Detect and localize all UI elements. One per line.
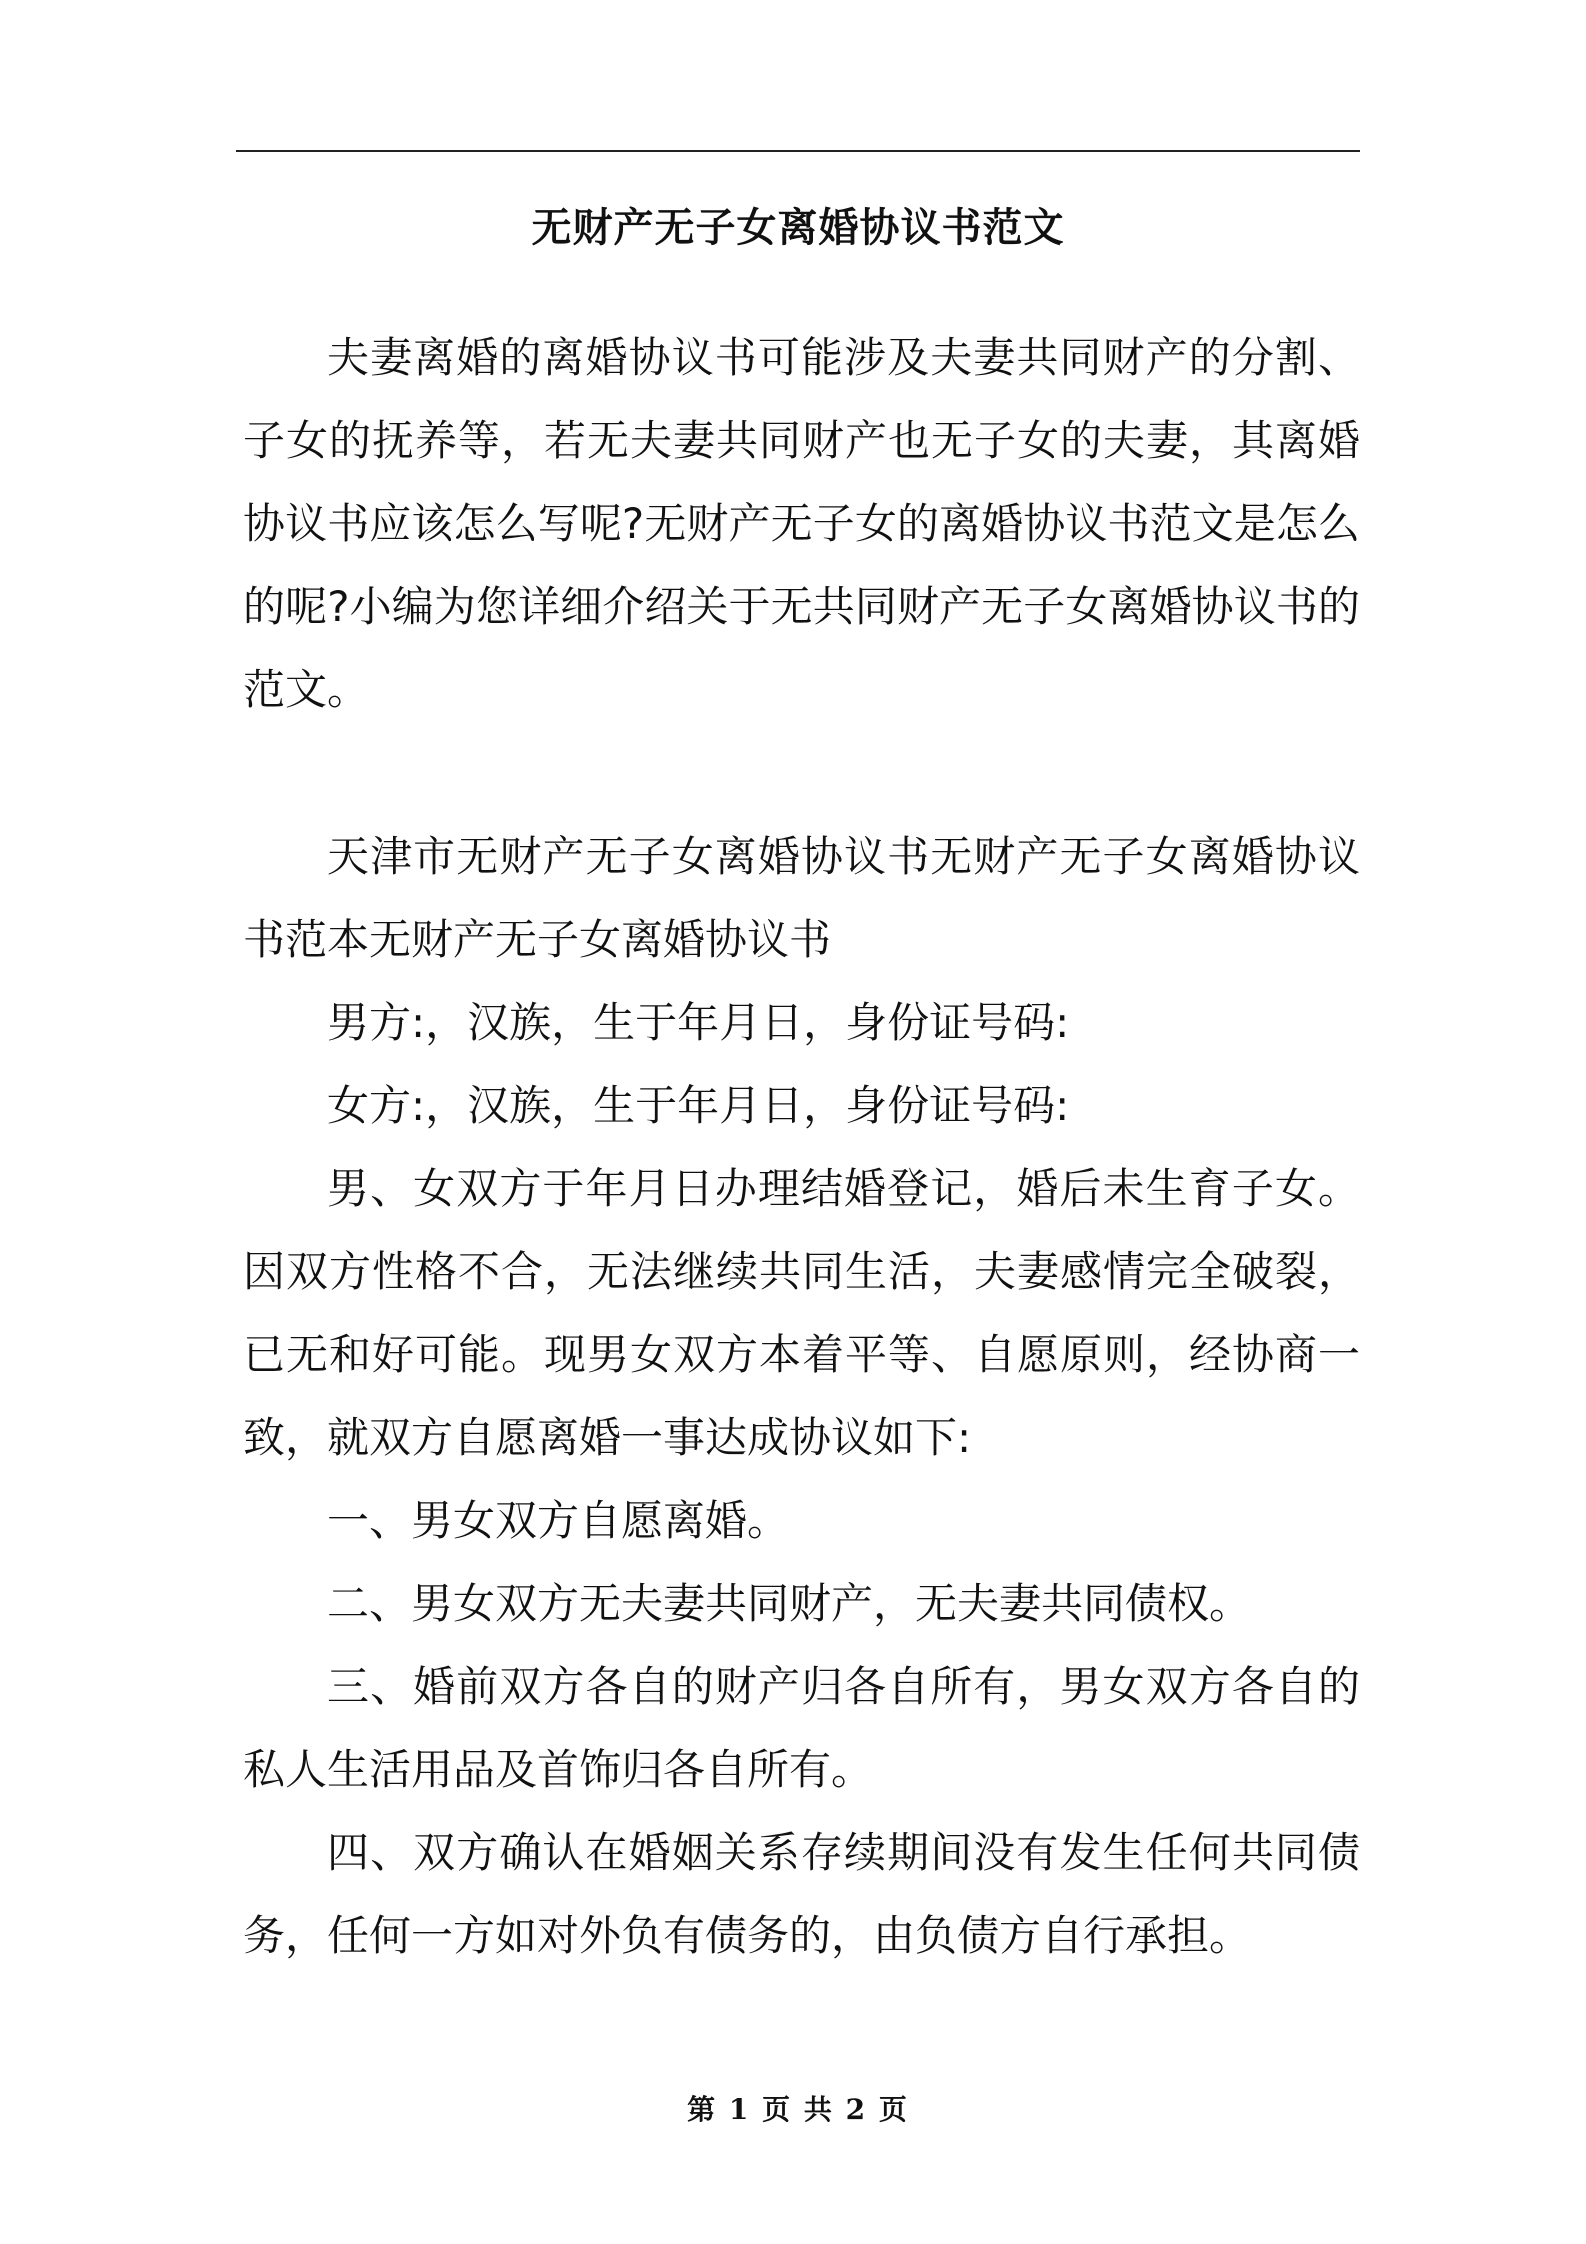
header-rule xyxy=(236,150,1360,152)
background-paragraph: 男、女双方于年月日办理结婚登记，婚后未生育子女。因双方性格不合，无法继续共同生活，夫妻感情完全破裂，已无和好可能。现男女双方本着平等、自愿原则，经协商一致，就双方自愿离婚一事达成协议如下: xyxy=(243,1164,1360,1462)
clause-3: 三、婚前双方各自的财产归各自所有，男女双方各自的私人生活用品及首饰归各自所有。 xyxy=(243,1662,1360,1794)
agreement-heading-paragraph: 天津市无财产无子女离婚协议书无财产无子女离婚协议书范本无财产无子女离婚协议书 xyxy=(243,832,1360,964)
clause-2: 二、男女双方无夫妻共同财产，无夫妻共同债权。 xyxy=(327,1579,1252,1628)
document-title: 无财产无子女离婚协议书范文 xyxy=(531,205,1065,251)
male-party-line: 男方:，汉族，生于年月日，身份证号码: xyxy=(327,998,1070,1047)
clause-1: 一、男女双方自愿离婚。 xyxy=(327,1496,790,1545)
intro-paragraph: 夫妻离婚的离婚协议书可能涉及夫妻共同财产的分割、子女的抚养等，若无夫妻共同财产也无子女的夫妻，其离婚协议书应该怎么写呢?无财产无子女的离婚协议书范文是怎么的呢?小编为您详细介绍关于无共同财产无子女离婚协议书的范文。 xyxy=(243,333,1360,714)
page-number-footer: 第 1 页 共 2 页 xyxy=(687,2093,909,2126)
female-party-line: 女方:，汉族，生于年月日，身份证号码: xyxy=(327,1081,1070,1130)
clause-4: 四、双方确认在婚姻关系存续期间没有发生任何共同债务，任何一方如对外负有债务的，由负债方自行承担。 xyxy=(243,1828,1360,1960)
